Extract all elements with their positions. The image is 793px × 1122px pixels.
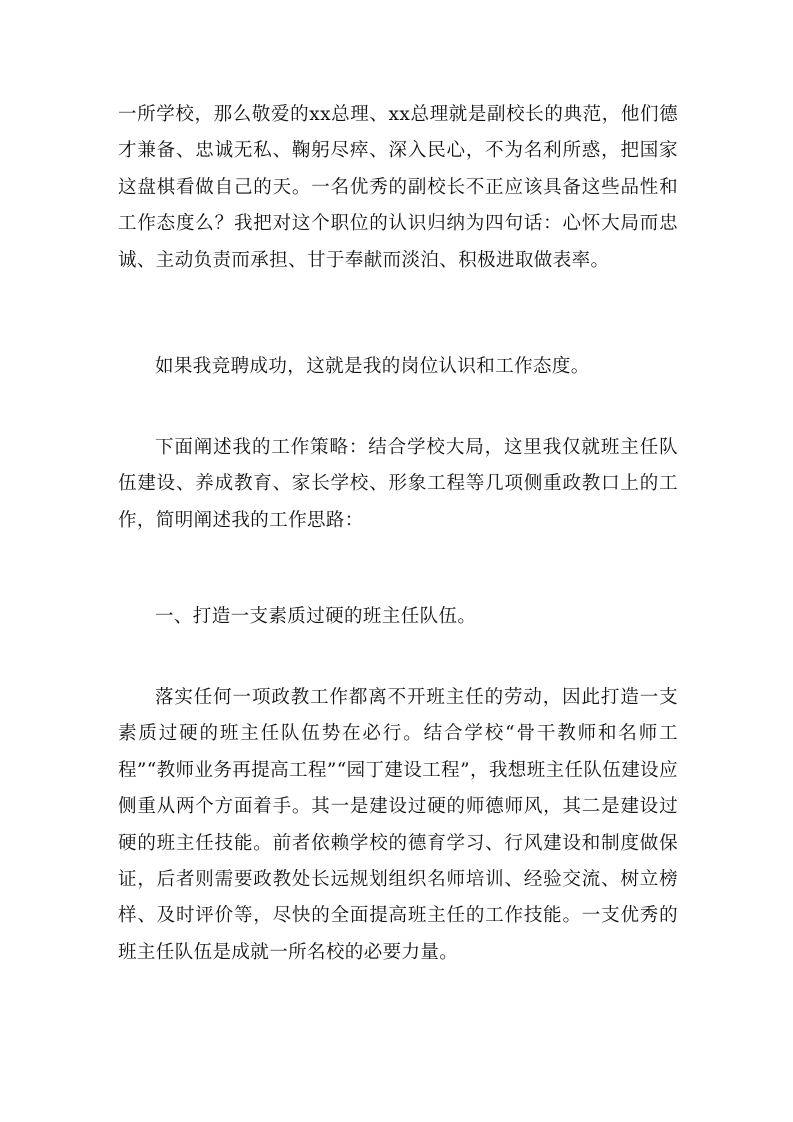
paragraph-role-models: 一所学校，那么敬爱的xx总理、xx总理就是副校长的典范，他们德才兼备、忠诚无私、鞠躬尽瘁、深入民心，不为名利所惑，把国家这盘棋看做自己的天。一名优秀的副校长不正应该具备这些品性和工作态度么？我把对这个职位的认识归纳为四句话：心怀大局而忠诚、主动负责而承担、甘于奉献而淡泊、积极进取做表率。: [118, 104, 678, 271]
paragraph-attitude: 如果我竞聘成功，这就是我的岗位认识和工作态度。: [155, 356, 590, 377]
paragraph-strategy-intro: 下面阐述我的工作策略：结合学校大局，这里我仅就班主任队伍建设、养成教育、家长学校、形象工程等几项侧重政教口上的工作，简明阐述我的工作思路：: [118, 437, 678, 531]
section-heading-teacher-team: 一、打造一支素质过硬的班主任队伍。: [155, 606, 477, 627]
paragraph-teacher-team-details: 落实任何一项政教工作都离不开班主任的劳动，因此打造一支素质过硬的班主任队伍势在必行。结合学校“骨干教师和名师工程”“教师业务再提高工程”“园丁建设工程”，我想班主任队伍建设应侧重从两个方面着手。其一是建设过硬的师德师风，其二是建设过硬的班主任技能。前者依赖学校的德育学习、行风建设和制度做保证，后者则需要政教处长远规划组织名师培训、经验交流、树立榜样、及时评价等，尽快的全面提高班主任的工作技能。一支优秀的班主任队伍是成就一所名校的必要力量。: [118, 687, 678, 963]
